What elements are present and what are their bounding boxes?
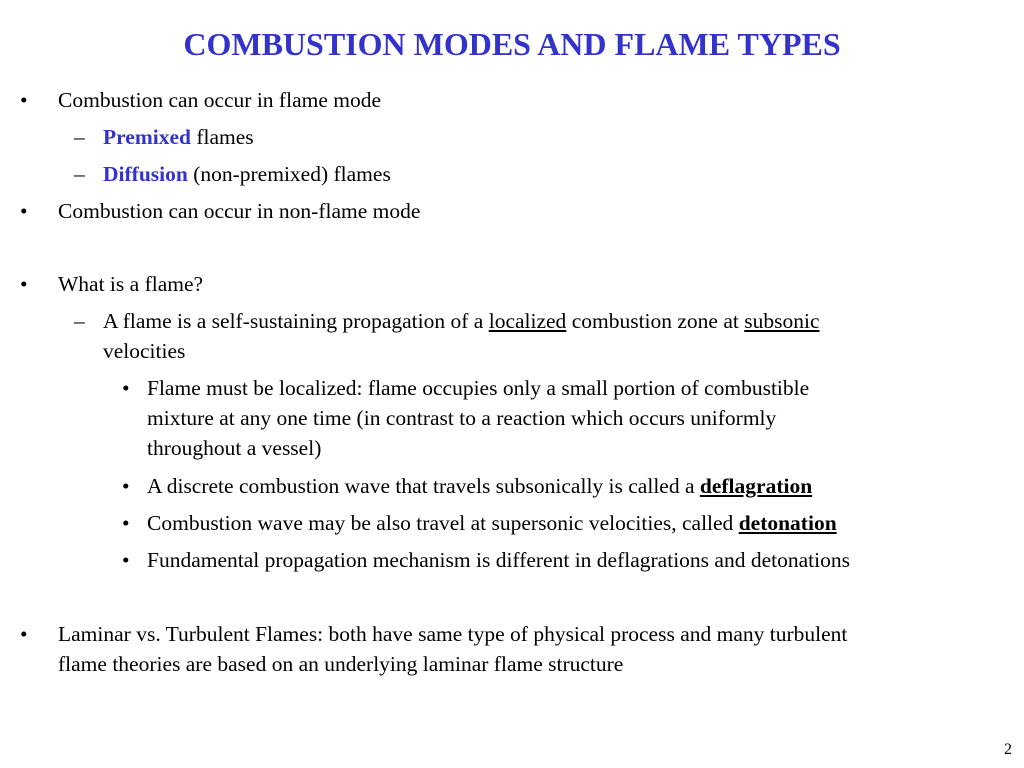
bullet-marker: •	[20, 199, 28, 223]
bullet-marker: •	[20, 622, 28, 646]
sub-item-premixed-rest: flames	[190, 125, 254, 149]
bullet-marker: •	[20, 272, 28, 296]
term-deflagration: deflagration	[699, 474, 813, 498]
flame-definition-line1	[103, 306, 820, 336]
mechanism-point: Fundamental propagation mechanism is different in deflagrations and detonations	[147, 548, 850, 572]
sub-bullet-marker: •	[122, 511, 130, 535]
deflagration-point	[147, 471, 812, 501]
detonation-text: Combustion wave may be also travel at supersonic velocities, called	[147, 511, 739, 535]
term-localized: localized	[488, 309, 567, 333]
bullet-non-flame-mode: Combustion can occur in non-flame mode	[58, 199, 421, 223]
term-subsonic: subsonic	[744, 309, 820, 333]
dash-marker: –	[74, 125, 85, 149]
bullet-flame-mode: Combustion can occur in flame mode	[58, 88, 382, 112]
deflagration-text: A discrete combustion wave that travels subsonically is called a	[147, 474, 700, 498]
flame-definition-line2: velocities	[103, 339, 186, 363]
page-number: 2	[1004, 741, 1012, 758]
sub-item-premixed	[103, 122, 254, 152]
bullet-what-is-flame: What is a flame?	[58, 272, 204, 296]
flame-definition-text: combustion zone at	[566, 309, 745, 333]
laminar-turbulent-line1: Laminar vs. Turbulent Flames: both have same type of physical process and many turbulent	[58, 622, 848, 646]
dash-marker: –	[74, 162, 85, 186]
sub-bullet-marker: •	[122, 376, 130, 400]
term-diffusion: Diffusion	[103, 162, 188, 186]
localized-point-line1: Flame must be localized: flame occupies only a small portion of combustible	[147, 376, 810, 400]
bullet-marker: •	[20, 88, 28, 112]
sub-bullet-marker: •	[122, 474, 130, 498]
sub-bullet-marker: •	[122, 548, 130, 572]
term-premixed: Premixed	[103, 125, 191, 149]
sub-item-diffusion-rest: (non-premixed) flames	[187, 162, 391, 186]
laminar-turbulent-line2: flame theories are based on an underlying laminar flame structure	[58, 652, 624, 676]
localized-point-line2: mixture at any one time (in contrast to a reaction which occurs uniformly	[147, 406, 777, 430]
sub-item-diffusion	[103, 159, 391, 189]
localized-point-line3: throughout a vessel)	[147, 436, 322, 460]
detonation-point	[147, 508, 837, 538]
term-detonation: detonation	[738, 511, 837, 535]
flame-definition-text: A flame is a self-sustaining propagation of a	[103, 309, 489, 333]
slide-title: COMBUSTION MODES AND FLAME TYPES	[183, 26, 841, 62]
dash-marker: –	[74, 309, 85, 333]
